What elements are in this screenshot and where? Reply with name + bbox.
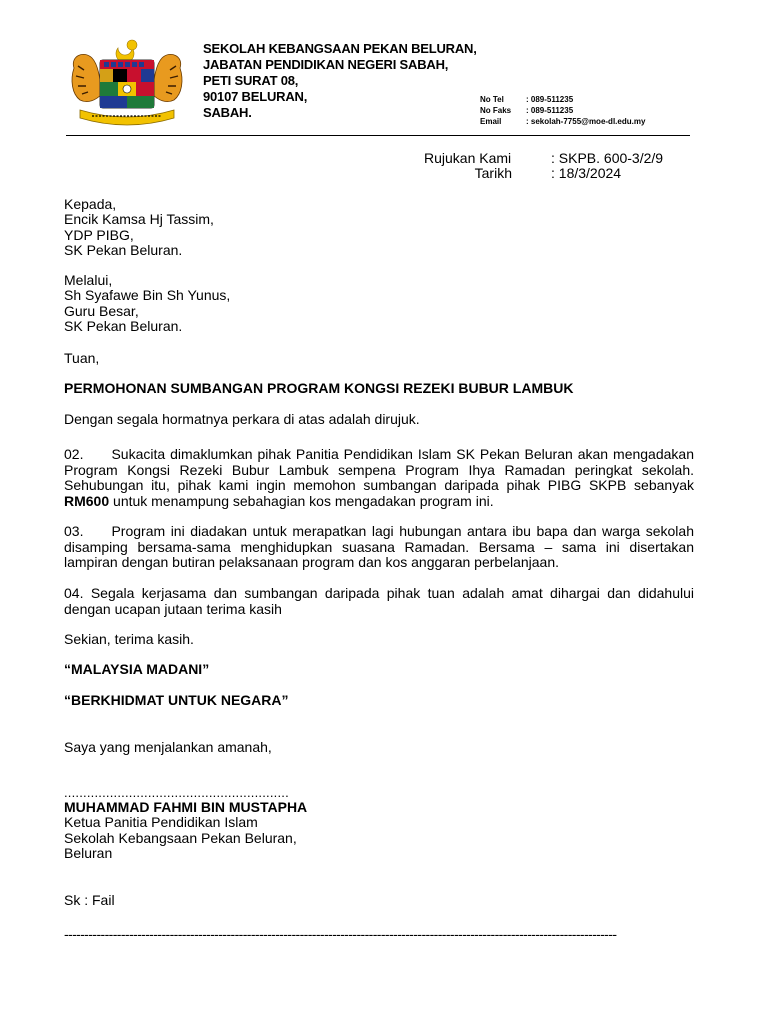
signatory-block xyxy=(64,800,307,861)
paragraph-number: 02. xyxy=(64,446,84,462)
via-block xyxy=(64,273,230,334)
carbon-copy: Sk : Fail xyxy=(64,892,115,908)
reference-row xyxy=(424,151,663,166)
paragraph-text: untuk menampung sebahagian kos mengadakan program ini. xyxy=(113,492,494,509)
recipient-block xyxy=(64,197,214,258)
signatory-title: Ketua Panitia Pendidikan Islam xyxy=(64,814,258,831)
contact-email xyxy=(480,116,645,127)
signatory-school: Sekolah Kebangsaan Pekan Beluran, xyxy=(64,829,297,846)
trust-line: Saya yang menjalankan amanah, xyxy=(64,739,272,755)
contact-value: : 089-511235 xyxy=(526,95,574,104)
contact-label: No Faks xyxy=(480,106,512,115)
postcode-line: 90107 BELURAN, xyxy=(203,89,308,104)
closing-line: Sekian, terima kasih. xyxy=(64,631,194,647)
po-box-line: PETI SURAT 08, xyxy=(203,73,299,88)
date-label: Tarikh xyxy=(474,165,512,181)
state-line: SABAH. xyxy=(203,105,252,120)
contact-details xyxy=(480,94,645,127)
reference-label: Rujukan Kami xyxy=(424,150,512,166)
slogan-berkhidmat: “BERKHIDMAT UNTUK NEGARA” xyxy=(64,692,289,708)
signatory-name: MUHAMMAD FAHMI BIN MUSTAPHA xyxy=(64,799,308,815)
reference-block xyxy=(424,151,663,181)
contact-label: Email xyxy=(480,117,502,126)
date-row xyxy=(424,166,663,181)
salutation: Tuan, xyxy=(64,350,100,366)
contribution-amount: RM600 xyxy=(64,492,110,509)
paragraph-text: Sukacita dimaklumkan pihak Panitia Pendidikan Islam SK Pekan Beluran akan mengadakan Program Kongsi Rezeki Bubur Lambuk sempena Program Ihya Ramadan peringkat sekolah. Sehubungan itu, pihak kami ingin memohon sumbangan daripada pihak PIBG SKPB sebanyak xyxy=(64,446,694,493)
opening-line: Dengan segala hormatnya perkara di atas adalah dirujuk. xyxy=(64,411,420,427)
malaysia-coat-of-arms-icon xyxy=(66,38,188,128)
signature-line: ........................................................... xyxy=(64,785,289,800)
contact-value: : sekolah-7755@moe-dl.edu.my xyxy=(526,117,646,126)
paragraph-text: Program ini diadakan untuk merapatkan lagi hubungan antara ibu bapa dan warga sekolah disamping bersama-sama menghidupkan suasana Ramadan. Bersama – sama ini disertakan lampiran dengan butiran pelaksanaan program dan kos anggaran perbelanjaan. xyxy=(64,523,694,570)
reference-value: : SKPB. 600-3/2/9 xyxy=(551,150,664,166)
signatory-town: Beluran xyxy=(64,844,113,861)
recipient-line: SK Pekan Beluran. xyxy=(64,241,183,258)
footer-rule: ---------------------------------------------------------------------------------------------------------------------------------------- xyxy=(64,926,617,942)
recipient-line: Kepada, xyxy=(64,196,117,212)
date-value: : 18/3/2024 xyxy=(551,165,622,181)
contact-value: : 089-511235 xyxy=(526,106,574,115)
via-line: Melalui, xyxy=(64,272,113,288)
school-name-line: SEKOLAH KEBANGSAAN PEKAN BELURAN, xyxy=(203,41,477,56)
letter-subject: PERMOHONAN SUMBANGAN PROGRAM KONGSI REZEKI BUBUR LAMBUK xyxy=(64,380,574,396)
paragraph-02 xyxy=(64,447,694,509)
paragraph-03 xyxy=(64,524,694,571)
via-line: Guru Besar, xyxy=(64,302,139,319)
paragraph-04: 04. Segala kerjasama dan sumbangan daripada pihak tuan adalah amat dihargai dan didahului dengan ucapan jutaan terima kasih xyxy=(64,585,694,617)
contact-label: No Tel xyxy=(480,95,504,104)
contact-fax xyxy=(480,105,645,116)
paragraph-number: 03. xyxy=(64,523,84,539)
via-line: SK Pekan Beluran. xyxy=(64,317,183,334)
contact-phone xyxy=(480,94,645,105)
school-address xyxy=(203,41,477,121)
recipient-line: YDP PIBG, xyxy=(64,226,134,243)
recipient-line: Encik Kamsa Hj Tassim, xyxy=(64,211,214,228)
department-line: JABATAN PENDIDIKAN NEGERI SABAH, xyxy=(203,57,449,72)
via-line: Sh Syafawe Bin Sh Yunus, xyxy=(64,287,231,304)
slogan-malaysia-madani: “MALAYSIA MADANI” xyxy=(64,661,210,677)
header-divider xyxy=(66,135,690,136)
